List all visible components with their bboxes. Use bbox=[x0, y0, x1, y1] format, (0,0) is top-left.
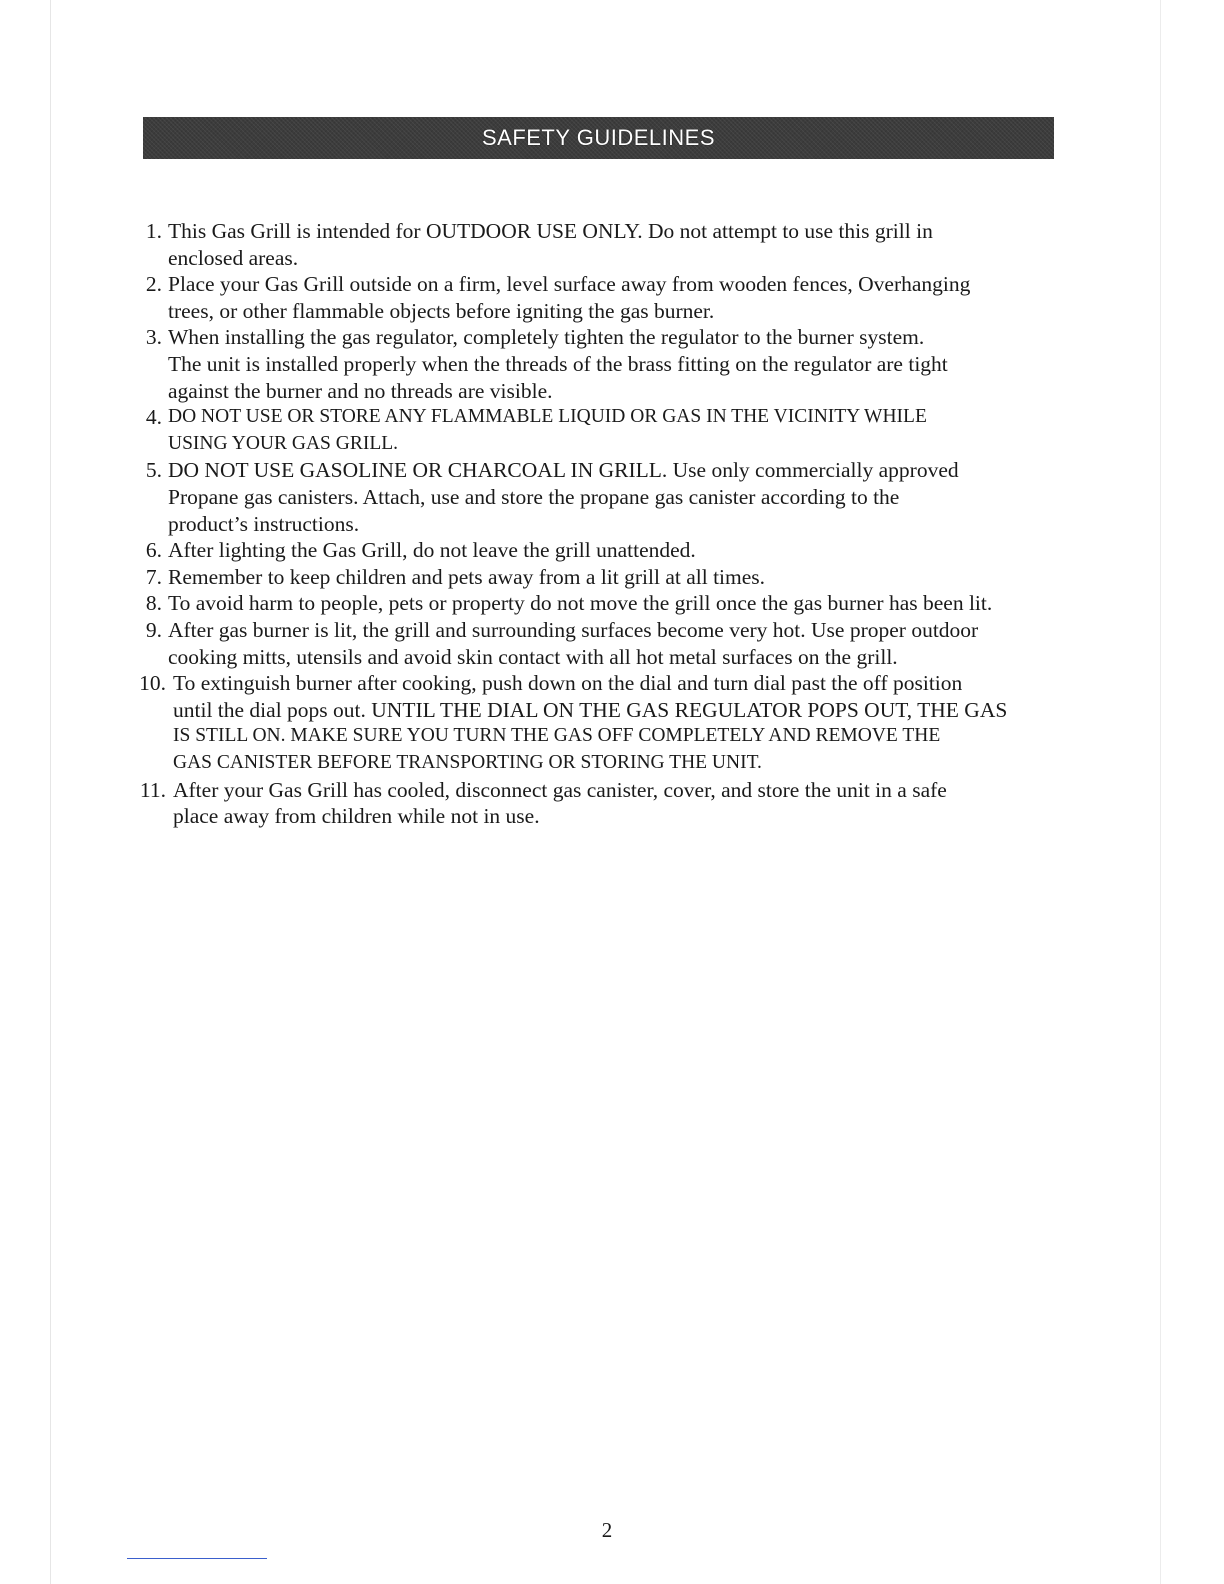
guideline-text bbox=[168, 218, 933, 271]
guideline-number: 7. bbox=[145, 564, 162, 589]
guideline-item bbox=[0, 537, 1224, 564]
guideline-item bbox=[0, 218, 1224, 271]
guideline-text bbox=[168, 564, 765, 591]
guideline-item bbox=[0, 564, 1224, 591]
guideline-number: 5. bbox=[145, 458, 162, 483]
guideline-item bbox=[0, 457, 1224, 537]
guideline-text bbox=[168, 271, 970, 324]
page-number: 2 bbox=[601, 1518, 613, 1542]
guideline-text bbox=[168, 617, 978, 670]
section-header-banner bbox=[143, 117, 1054, 159]
guideline-line: After your Gas Grill has cooled, disconnect gas canister, cover, and store the unit in a safe bbox=[173, 777, 947, 802]
guideline-number: 9. bbox=[145, 617, 162, 642]
guideline-text bbox=[168, 404, 927, 457]
guideline-number: 11. bbox=[139, 777, 166, 802]
guideline-item bbox=[0, 670, 1224, 776]
guideline-line: USING YOUR GAS GRILL. bbox=[168, 432, 399, 454]
guideline-line: The unit is installed properly when the threads of the brass fitting on the regulator are tight bbox=[168, 351, 948, 376]
guideline-number: 8. bbox=[145, 591, 162, 616]
guideline-number: 1. bbox=[145, 219, 162, 243]
guideline-item bbox=[0, 777, 1224, 830]
guideline-line: place away from children while not in use. bbox=[173, 804, 540, 829]
guideline-item bbox=[0, 324, 1224, 404]
guideline-item bbox=[0, 617, 1224, 670]
guideline-line: cooking mitts, utensils and avoid skin contact with all hot metal surfaces on the grill. bbox=[168, 644, 898, 669]
guideline-line: against the burner and no threads are visible. bbox=[168, 378, 553, 403]
guideline-text bbox=[173, 777, 947, 830]
guideline-number: 2. bbox=[145, 272, 162, 297]
guideline-text bbox=[173, 670, 1007, 776]
guideline-line: Propane gas canisters. Attach, use and store the propane gas canister according to the bbox=[168, 484, 900, 509]
guideline-line: This Gas Grill is intended for OUTDOOR USE ONLY. Do not attempt to use this grill in bbox=[168, 219, 933, 243]
guideline-item bbox=[0, 271, 1224, 324]
guideline-line: IS STILL ON. MAKE SURE YOU TURN THE GAS OFF COMPLETELY AND REMOVE THE bbox=[173, 725, 941, 747]
guideline-number: 4. bbox=[145, 405, 162, 430]
guideline-line: When installing the gas regulator, completely tighten the regulator to the burner system. bbox=[168, 325, 925, 350]
guideline-line: Place your Gas Grill outside on a firm, level surface away from wooden fences, Overhanging bbox=[168, 272, 971, 297]
guideline-line: until the dial pops out. UNTIL THE DIAL ON THE GAS REGULATOR POPS OUT, THE GAS bbox=[173, 697, 1008, 722]
guideline-number: 3. bbox=[145, 325, 162, 350]
guideline-number: 10. bbox=[139, 671, 166, 696]
guideline-number: 6. bbox=[145, 538, 162, 563]
guideline-line: After gas burner is lit, the grill and surrounding surfaces become very hot. Use proper outdoor bbox=[168, 617, 979, 642]
guideline-line: product’s instructions. bbox=[168, 511, 360, 536]
guideline-line: DO NOT USE GASOLINE OR CHARCOAL IN GRILL. Use only commercially approved bbox=[168, 458, 959, 483]
section-title: SAFETY GUIDELINES bbox=[481, 125, 716, 150]
guideline-line: To extinguish burner after cooking, push down on the dial and turn dial past the off position bbox=[173, 671, 963, 696]
footer-rule bbox=[127, 1558, 267, 1559]
guideline-text bbox=[168, 590, 992, 617]
guideline-line: After lighting the Gas Grill, do not leave the grill unattended. bbox=[168, 538, 696, 563]
guideline-line: DO NOT USE OR STORE ANY FLAMMABLE LIQUID OR GAS IN THE VICINITY WHILE bbox=[168, 406, 927, 428]
guideline-text bbox=[168, 324, 948, 404]
safety-guidelines-list bbox=[0, 218, 1224, 830]
guideline-line: enclosed areas. bbox=[168, 245, 299, 270]
guideline-line: Remember to keep children and pets away from a lit grill at all times. bbox=[168, 564, 766, 589]
guideline-item bbox=[0, 404, 1224, 457]
guideline-item bbox=[0, 590, 1224, 617]
guideline-line: GAS CANISTER BEFORE TRANSPORTING OR STORING THE UNIT. bbox=[173, 751, 762, 773]
guideline-line: trees, or other flammable objects before igniting the gas burner. bbox=[168, 298, 715, 323]
guideline-line: To avoid harm to people, pets or property do not move the grill once the gas burner has been lit. bbox=[168, 591, 993, 616]
guideline-text bbox=[168, 537, 696, 564]
guideline-text bbox=[168, 457, 959, 537]
